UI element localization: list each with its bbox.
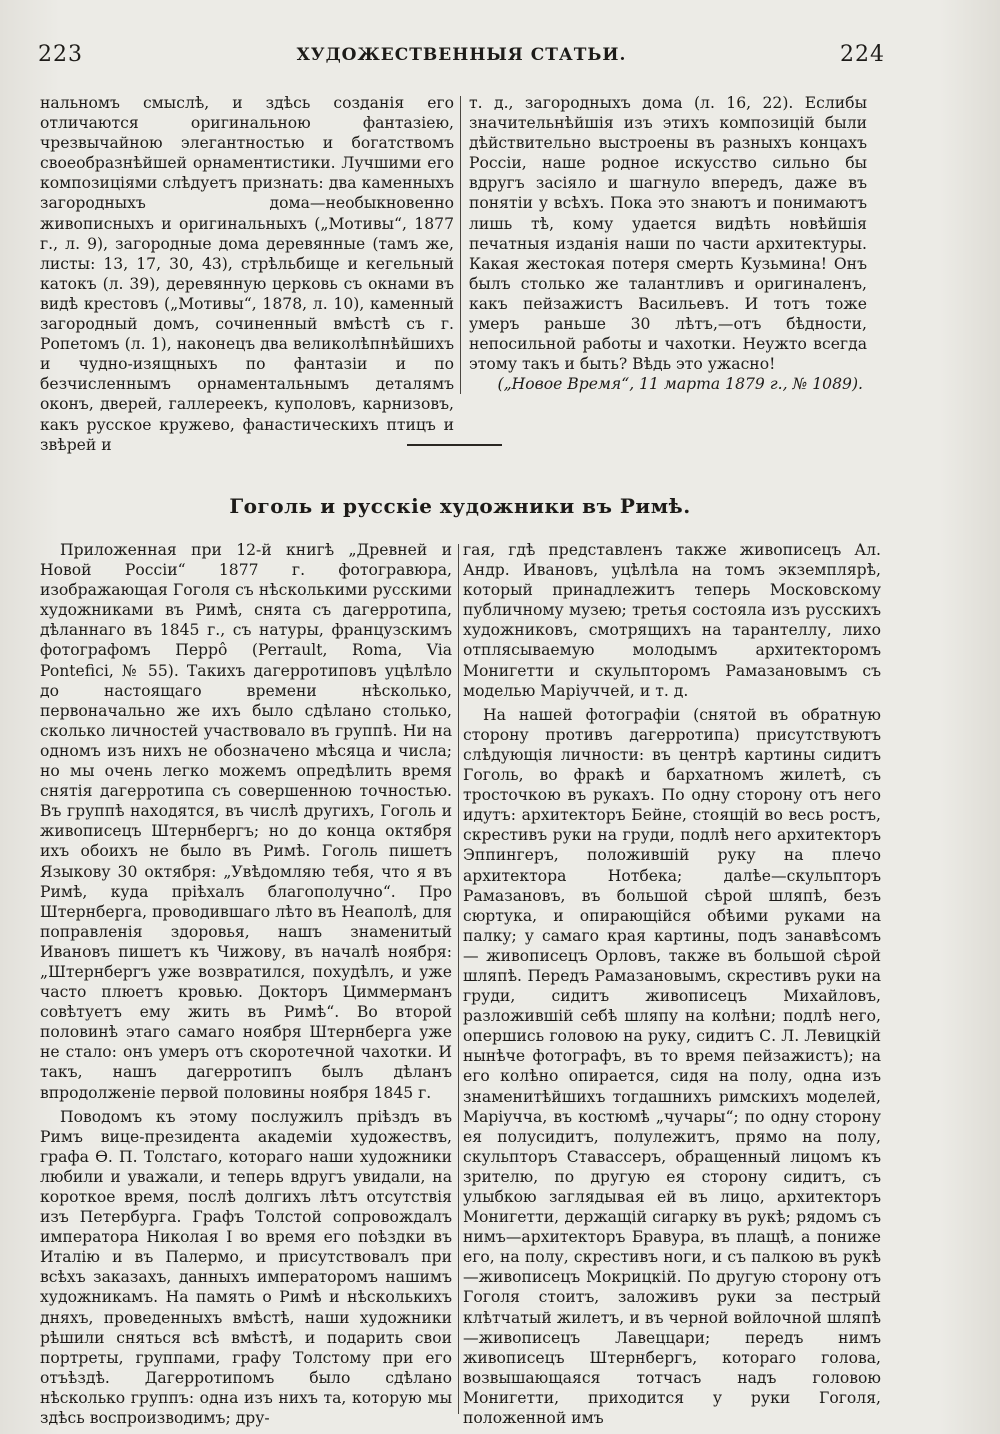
running-title: ХУДОЖЕСТВЕННЫЯ СТАТЬИ. <box>296 45 627 65</box>
column-divider <box>458 544 459 1414</box>
paragraph: Приложенная при 12-й книгѣ „Древней и Новой Россіи“ 1877 г. фотогравюра, изображающая Гоголя съ нѣсколькими русскими художниками въ Римѣ, снята съ дагерротипа, дѣланнаго въ 1845 г., съ натуры, французскимъ фотографомъ Перрô (Perrault, Roma, Via Pontefici, № 55). Такихъ дагерротиповъ уцѣлѣло до настоящаго времени нѣсколько, первоначально же ихъ было сдѣлано столько, сколько личностей участвовало въ группѣ. Ни на одномъ изъ нихъ не обозначено мѣсяца и числа; но мы очень легко можемъ опредѣлить время снятія дагерротипа съ совершенною точностью. Въ группѣ находятся, въ числѣ другихъ, Гоголь и живописецъ Штернбергъ; но до конца октября ихъ обоихъ не было въ Римѣ. Гоголь пишетъ Языкову 30 октября: „Увѣдомляю тебя, что я въ Римѣ, куда пріѣхалъ благополучно“. Про Штернберга, проводившаго лѣто въ Неаполѣ, для поправленія здоровья, нашъ знаменитый Ивановъ пишетъ къ Чижову, въ началѣ ноября: „Штернбергъ уже возвратился, похудѣлъ, и уже часто плюетъ кровью. Докторъ Циммерманъ совѣтуетъ ему жить въ Римѣ“. Во второй половинѣ этаго самаго ноября Штернберга уже не стало: онъ умеръ отъ скоротечной чахотки. И такъ, нашъ дагерротипъ былъ дѣланъ впродолженіе первой половины ноября 1845 г. <box>40 541 452 1102</box>
page-header <box>38 42 885 72</box>
source-citation: („Новое Время“, 11 марта 1879 г., № 1089). <box>497 375 863 394</box>
top-left-column <box>40 93 454 454</box>
page-number-right: 224 <box>840 42 885 67</box>
paragraph: На нашей фотографіи (снятой въ обратную сторону противъ дагерротипа) присутствуютъ слѣдующія личности: въ центрѣ картины сидитъ Гоголь, во фракѣ и бархатномъ жилетѣ, съ тросточкою въ рукахъ. По одну сторону отъ него идутъ: архитекторъ Бейне, стоящій во весь ростъ, скрестивъ руки на груди, подлѣ него архитекторъ Эппингеръ, положившій руку на плечо архитектора Нотбека; далѣе—скульпторъ Рамазановъ, въ большой сѣрой шляпѣ, безъ сюртука, и опирающійся обѣими руками на палку; у самаго края картины, подъ занавѣсомъ — живописецъ Орловъ, также въ большой сѣрой шляпѣ. Передъ Рамазановымъ, скрестивъ руки на груди, сидитъ живописецъ Михайловъ, разложившій себѣ шляпу на колѣни; подлѣ него, опершись головою на руку, сидитъ С. Л. Левицкій нынѣче фотографъ, въ то время пейзажистъ); на его колѣно опирается, сидя на полу, одна изъ знаменитѣйшихъ тогдашнихъ римскихъ моделей, Маріучча, въ костюмѣ „чучары“; по одну сторону ея полусидитъ, полулежитъ, прямо на полу, скульпторъ Ставассеръ, обращенный лицомъ къ зрителю, по другую ея сторону сидитъ, съ улыбкою заглядывая ей въ лицо, архитекторъ Монигетти, держащій сигарку въ рукѣ; рядомъ съ нимъ—архитекторъ Бравура, въ плащѣ, а пониже его, на полу, скрестивъ ноги, и съ палкою въ рукѣ—живописецъ Мокрицкій. По другую сторону отъ Гоголя стоитъ, заложивъ руки за пестрый клѣтчатый жилетъ, и въ черной войлочной шляпѣ—живописецъ Лавеццари; передъ нимъ живописецъ Штернбергъ, котораго голова, возвышающаяся тотчасъ надъ головою Монигетти, приходится у руки Гоголя, положенной имъ <box>463 705 881 1428</box>
page-number-left: 223 <box>38 42 83 67</box>
paragraph: т. д., загородныхъ дома (л. 16, 22). Еслибы значительнѣйшія изъ этихъ композицій были дѣйствительно выстроены въ разныхъ концахъ Россіи, наше родное искусство сильно бы вдругъ засіяло и шагнуло впередъ, даже въ понятіи у всѣхъ. Пока это знаютъ и понимаютъ лишь тѣ, кому удается видѣть новѣйшія печатныя изданія наши по части архитектуры. Какая жестокая потеря смерть Кузьмина! Онъ былъ столько же талантливъ и оригиналенъ, какъ пейзажистъ Васильевъ. И тотъ тоже умеръ раньше 30 лѣтъ,—отъ бѣдности, непосильной работы и чахотки. Неужто всегда этому такъ и быть? Вѣдь это ужасно! <box>469 94 867 374</box>
column-divider <box>460 96 461 394</box>
paragraph: гая, гдѣ представленъ также живописецъ Ал. Андр. Ивановъ, уцѣлѣла на томъ экземплярѣ, который принадлежитъ теперь Московскому публичному музею; третья состояла изъ русскихъ художниковъ, смотрящихъ на тарантеллу, лихо отплясываемую молодымъ архитекторомъ Монигетти и скульпторомъ Рамазановымъ съ моделью Маріуччей, и т. д. <box>463 541 881 700</box>
paragraph: Поводомъ къ этому послужилъ пріѣздъ въ Римъ вице-президента академіи художествъ, графа Ѳ. П. Толстаго, котораго наши художники любили и уважали, и теперь вдругъ увидали, на короткое время, послѣ долгихъ лѣтъ отсутствія изъ Петербурга. Графъ Толстой сопровождалъ императора Николая I во время его поѣздки въ Италію и въ Палермо, и присутствовалъ при всѣхъ заказахъ, данныхъ императоромъ нашимъ художникамъ. На память о Римѣ и нѣсколькихъ дняхъ, проведенныхъ вмѣстѣ, наши художники рѣшили сняться всѣ вмѣстѣ, и подарить свои портреты, группами, графу Толстому при его отъѣздѣ. Дагерротипомъ было сдѣлано нѣсколько группъ: одна изъ нихъ та, которую мы здѣсь воспроизводимъ; дру- <box>40 1107 452 1428</box>
section-divider <box>407 444 502 446</box>
bottom-right-column <box>463 540 881 1428</box>
section-title: Гоголь и русскіе художники въ Римѣ. <box>229 494 691 518</box>
top-right-column <box>469 93 867 401</box>
bottom-left-column <box>40 540 452 1428</box>
paragraph: нальномъ смыслѣ, и здѣсь созданія его отличаются оригинальною фантазіею, чрезвычайною элегантностью и богатствомъ своеобразнѣйшей орнаментистики. Лучшими его композиціями слѣдуетъ признать: два каменныхъ загородныхъ дома—необыкновенно живописныхъ и оригинальныхъ („Мотивы“, 1877 г., л. 9), загородные дома деревянные (тамъ же, листы: 13, 17, 30, 43), стрѣльбище и кегельный катокъ (л. 39), деревянную церковь съ окнами въ видѣ крестовъ („Мотивы“, 1878, л. 10), каменный загородный домъ, сочиненный вмѣстѣ съ г. Ропетомъ (л. 1), наконецъ два великолѣпнѣйшихъ и чудно-изящныхъ по фантазіи и по безчисленнымъ орнаментальнымъ деталямъ оконъ, дверей, галлереекъ, куполовъ, карнизовъ, какъ русское кружево, фанастическихъ птицъ и звѣрей и <box>40 94 454 454</box>
